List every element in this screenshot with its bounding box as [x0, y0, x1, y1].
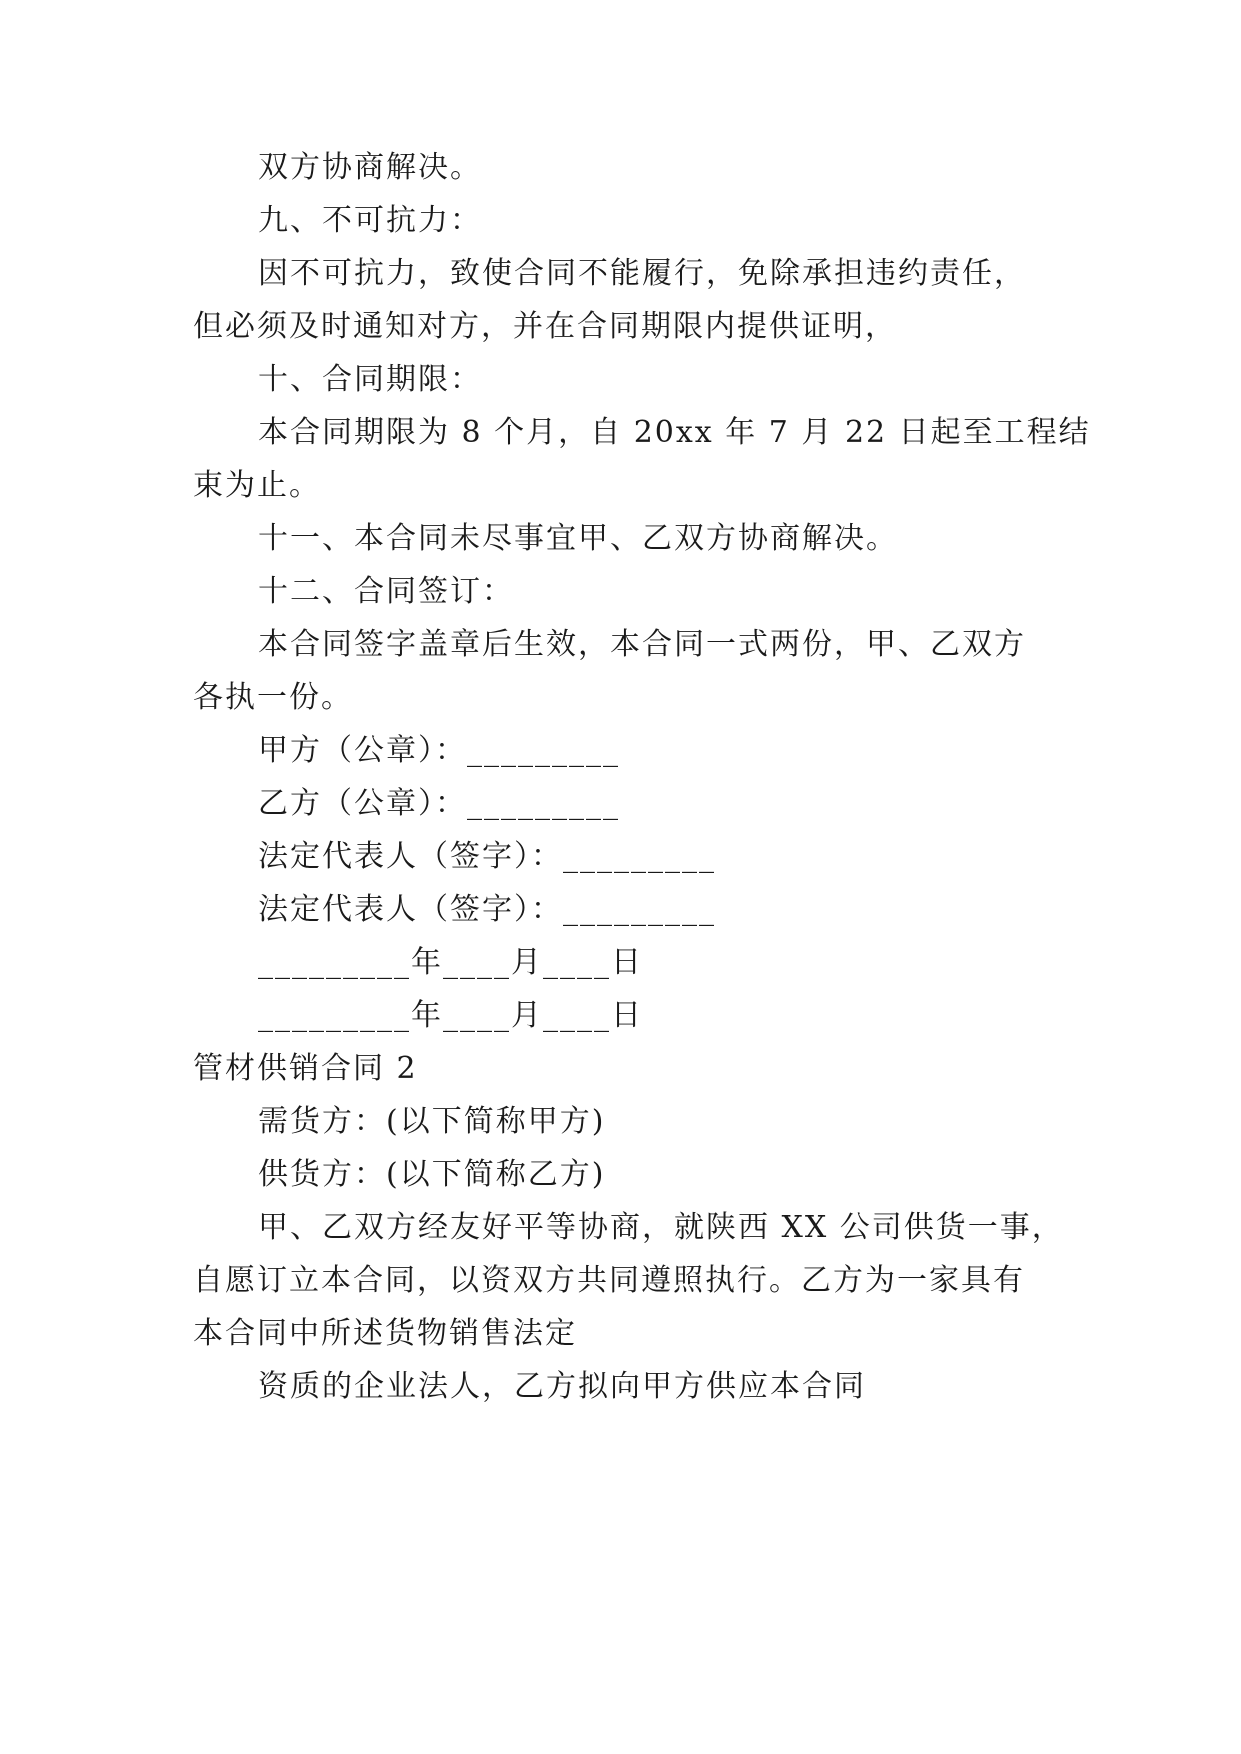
date-field-b: _________年____月____日: [258, 998, 643, 1033]
signature-field-representative-a: 法定代表人（签字）：_________: [258, 839, 716, 874]
paragraph-line: 供货方：(以下简称乙方): [258, 1157, 606, 1192]
paragraph-line: 各执一份。: [193, 680, 353, 715]
paragraph-line: 自愿订立本合同，以资双方共同遵照执行。乙方为一家具有: [193, 1263, 1025, 1298]
section-heading: 九、不可抗力：: [258, 203, 482, 238]
paragraph-line: 本合同期限为 8 个月，自 20xx 年 7 月 22 日起至工程结: [258, 415, 1091, 450]
section-heading: 十一、本合同未尽事宜甲、乙双方协商解决。: [258, 521, 898, 556]
section-heading: 十、合同期限：: [258, 362, 482, 397]
date-field-a: _________年____月____日: [258, 945, 643, 980]
paragraph-line: 束为止。: [193, 468, 321, 503]
paragraph-line: 资质的企业法人，乙方拟向甲方供应本合同: [258, 1369, 866, 1404]
signature-field-representative-b: 法定代表人（签字）：_________: [258, 892, 716, 927]
paragraph-line: 本合同签字盖章后生效，本合同一式两份，甲、乙双方: [258, 627, 1026, 662]
paragraph-line: 甲、乙双方经友好平等协商，就陕西 XX 公司供货一事，: [258, 1210, 1064, 1245]
signature-field-party-b: 乙方（公章）：_________: [258, 786, 620, 821]
signature-field-party-a: 甲方（公章）：_________: [258, 733, 620, 768]
paragraph-line: 但必须及时通知对方，并在合同期限内提供证明，: [193, 309, 897, 344]
paragraph-line: 本合同中所述货物销售法定: [193, 1316, 577, 1351]
paragraph-line: 因不可抗力，致使合同不能履行，免除承担违约责任，: [258, 256, 1026, 291]
paragraph-line: 双方协商解决。: [258, 150, 482, 185]
section-heading: 十二、合同签订：: [258, 574, 514, 609]
document-title: 管材供销合同 2: [193, 1051, 418, 1086]
paragraph-line: 需货方：(以下简称甲方): [258, 1104, 606, 1139]
